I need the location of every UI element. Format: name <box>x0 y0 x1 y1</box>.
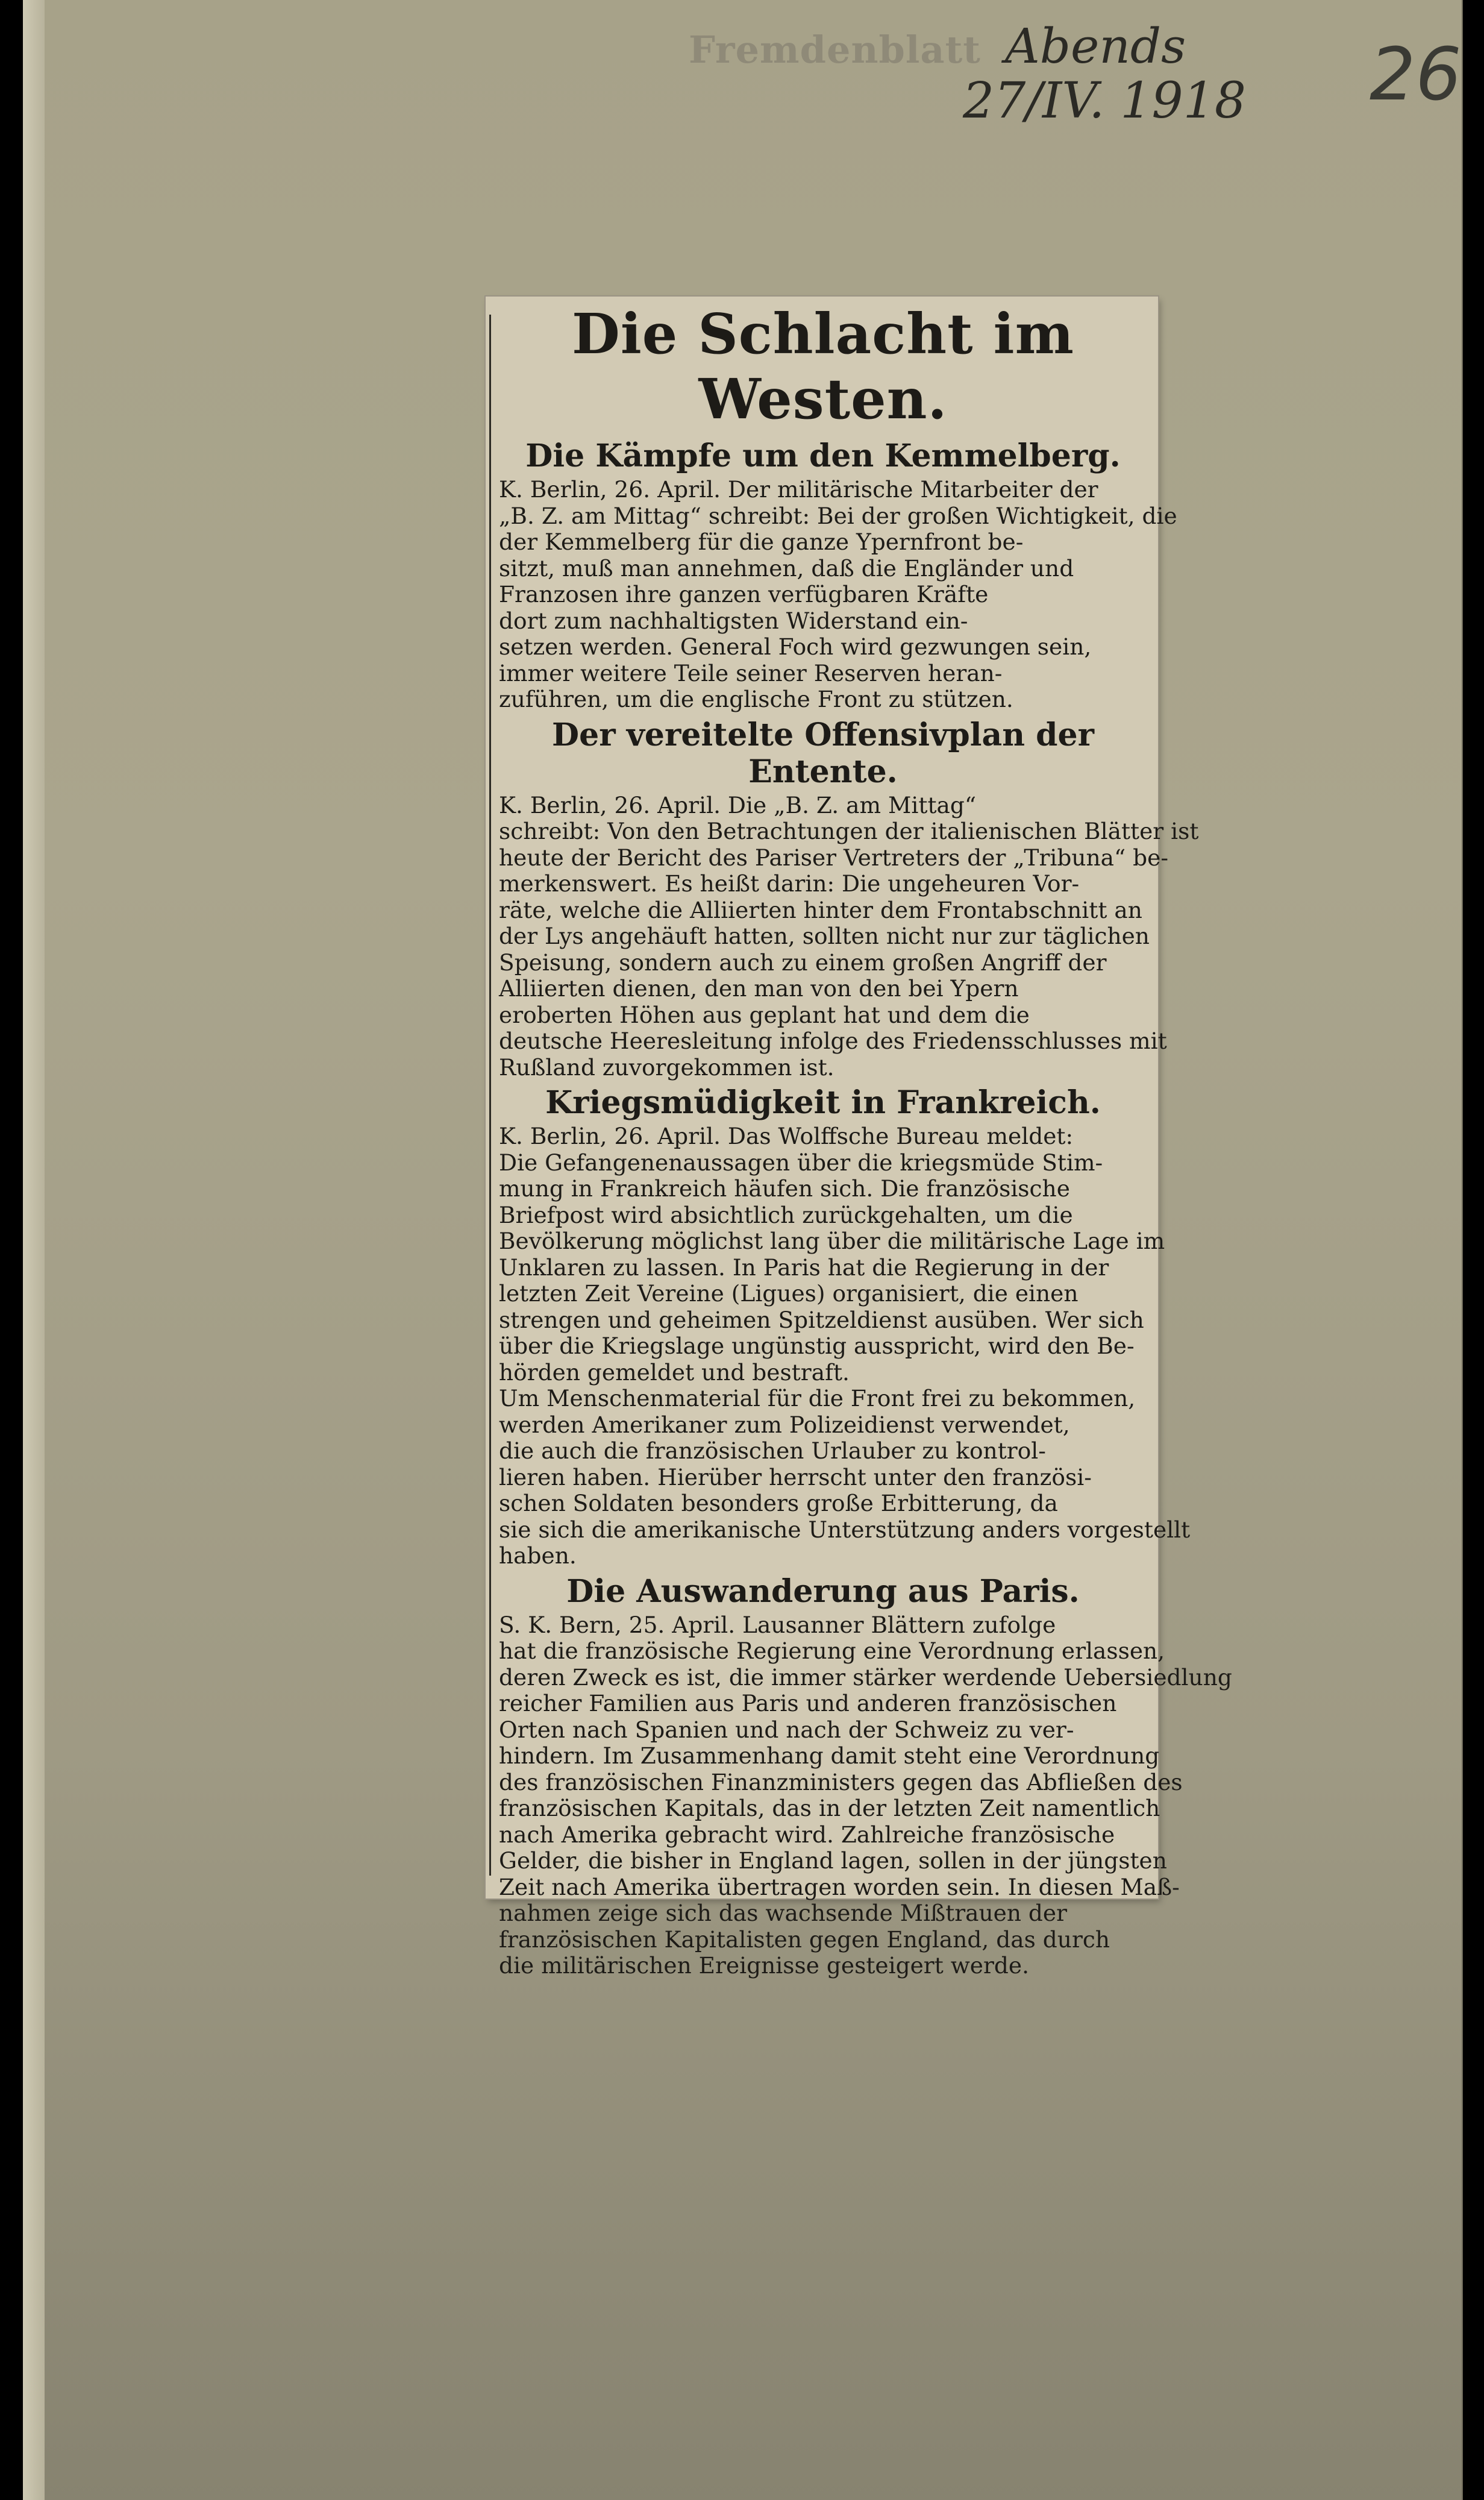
newspaper-clipping <box>486 297 1232 1979</box>
text-line: räte, welche die Alliierten hinter dem Frontabschnitt an <box>499 896 1142 923</box>
text-line: sie sich die amerikanische Unterstützung anders vorgestellt <box>499 1516 1191 1543</box>
text-line: K. Berlin, 26. April. Der militärische Mitarbeiter der <box>499 476 1098 503</box>
text-line: Gelder, die bisher in England lagen, sollen in der jüngsten <box>499 1847 1167 1874</box>
handwritten-note: Abends <box>1005 18 1186 74</box>
text-line: Unklaren zu lassen. In Paris hat die Regierung in der <box>499 1254 1109 1281</box>
section-paragraph <box>499 1611 1232 1979</box>
text-line: heute der Bericht des Pariser Vertreters der „Tribuna“ be- <box>499 844 1168 871</box>
text-line: merkenswert. Es heißt darin: Die ungeheuren Vor- <box>499 870 1080 897</box>
text-line: Alliierten dienen, den man von den bei Ypern <box>499 975 1019 1002</box>
section-subhead: Der vereitelte Offensivplan der Entente. <box>552 716 1094 790</box>
text-line: Speisung, sondern auch zu einem großen Angriff der <box>499 949 1107 976</box>
text-line: lieren haben. Hierüber herrscht unter den französi- <box>499 1463 1092 1490</box>
text-line: des französischen Finanzministers gegen das Abfließen des <box>499 1768 1183 1795</box>
text-line: haben. <box>499 1542 577 1569</box>
text-line: sitzt, muß man annehmen, daß die Engländer und <box>499 554 1074 582</box>
article-body <box>499 438 1232 1979</box>
text-line: Briefpost wird absichtlich zurückgehalten, um die <box>499 1201 1073 1228</box>
section-paragraph <box>499 1123 1191 1569</box>
text-line: Franzosen ihre ganzen verfügbaren Kräfte <box>499 581 989 608</box>
text-line: hat die französische Regierung eine Verordnung erlassen, <box>499 1638 1165 1664</box>
text-line: französischen Kapitals, das in der letzten Zeit namentlich <box>499 1795 1160 1821</box>
text-line: nahmen zeige sich das wachsende Mißtrauen der <box>499 1900 1068 1926</box>
text-line: K. Berlin, 26. April. Die „B. Z. am Mittag“ <box>499 791 977 818</box>
text-line: über die Kriegslage ungünstig ausspricht, wird den Be- <box>499 1333 1135 1359</box>
text-line: deren Zweck es ist, die immer stärker werdende Uebersiedlung <box>499 1663 1232 1691</box>
page-number: 26 <box>1370 33 1462 117</box>
text-line: die auch die französischen Urlauber zu kontrol- <box>499 1437 1046 1464</box>
article-headline: Die Schlacht im Westen. <box>572 301 1074 432</box>
text-line: Rußland zuvorgekommen ist. <box>499 1054 834 1081</box>
text-line: nach Amerika gebracht wird. Zahlreiche französische <box>499 1821 1115 1848</box>
section-subhead: Kriegsmüdigkeit in Frankreich. <box>545 1084 1101 1121</box>
text-line: S. K. Bern, 25. April. Lausanner Blättern zufolge <box>499 1611 1056 1638</box>
text-line: französischen Kapitalisten gegen England, das durch <box>499 1926 1110 1953</box>
section-paragraph <box>499 791 1199 1081</box>
handwritten-date: 27/IV. 1918 <box>963 72 1247 130</box>
text-line: Die Gefangenenaussagen über die kriegsmüde Stim- <box>499 1149 1103 1176</box>
section-subhead: Die Auswanderung aus Paris. <box>566 1572 1080 1610</box>
text-line: letzten Zeit Vereine (Ligues) organisiert, die einen <box>499 1280 1079 1307</box>
section-paragraph <box>499 476 1177 713</box>
text-line: werden Amerikaner zum Polizeidienst verwendet, <box>499 1411 1070 1438</box>
text-line: strengen und geheimen Spitzeldienst ausüben. Wer sich <box>499 1306 1144 1333</box>
source-stamp: Fremdenblatt <box>689 28 981 72</box>
text-line: Orten nach Spanien und nach der Schweiz zu ver- <box>499 1716 1074 1743</box>
text-line: hindern. Im Zusammenhang damit steht eine Verordnung <box>499 1742 1160 1769</box>
text-line: schen Soldaten besonders große Erbitterung, da <box>499 1490 1058 1516</box>
text-line: der Kemmelberg für die ganze Ypernfront be- <box>499 529 1024 555</box>
text-line: eroberten Höhen aus geplant hat und dem die <box>499 1001 1030 1028</box>
text-line: setzen werden. General Foch wird gezwungen sein, <box>499 633 1092 660</box>
text-line: die militärischen Ereignisse gesteigert werde. <box>499 1952 1030 1979</box>
text-line: immer weitere Teile seiner Reserven heran- <box>499 659 1003 686</box>
text-line: Zeit nach Amerika übertragen worden sein. In diesen Maß- <box>499 1873 1180 1900</box>
text-line: mung in Frankreich häufen sich. Die französische <box>499 1175 1070 1202</box>
text-line: K. Berlin, 26. April. Das Wolffsche Bureau meldet: <box>499 1123 1074 1149</box>
text-line: deutsche Heeresleitung infolge des Friedensschlusses mit <box>499 1028 1167 1054</box>
text-line: hörden gemeldet und bestraft. <box>499 1358 850 1386</box>
text-line: der Lys angehäuft hatten, sollten nicht nur zur täglichen <box>499 923 1150 949</box>
paper-sheet <box>23 0 1463 2500</box>
text-line: zuführen, um die englische Front zu stützen. <box>499 686 1013 712</box>
text-line: dort zum nachhaltigsten Widerstand ein- <box>499 607 968 634</box>
text-line: Um Menschenmaterial für die Front frei zu bekommen, <box>499 1385 1136 1412</box>
text-line: reicher Familien aus Paris und anderen französischen <box>499 1690 1117 1716</box>
text-line: Bevölkerung möglichst lang über die militärische Lage im <box>499 1228 1165 1254</box>
text-line: schreibt: Von den Betrachtungen der italienischen Blätter ist <box>499 818 1199 844</box>
sheet-edge <box>23 0 45 2500</box>
section-subhead: Die Kämpfe um den Kemmelberg. <box>525 438 1121 474</box>
text-line: „B. Z. am Mittag“ schreibt: Bei der großen Wichtigkeit, die <box>499 502 1177 529</box>
